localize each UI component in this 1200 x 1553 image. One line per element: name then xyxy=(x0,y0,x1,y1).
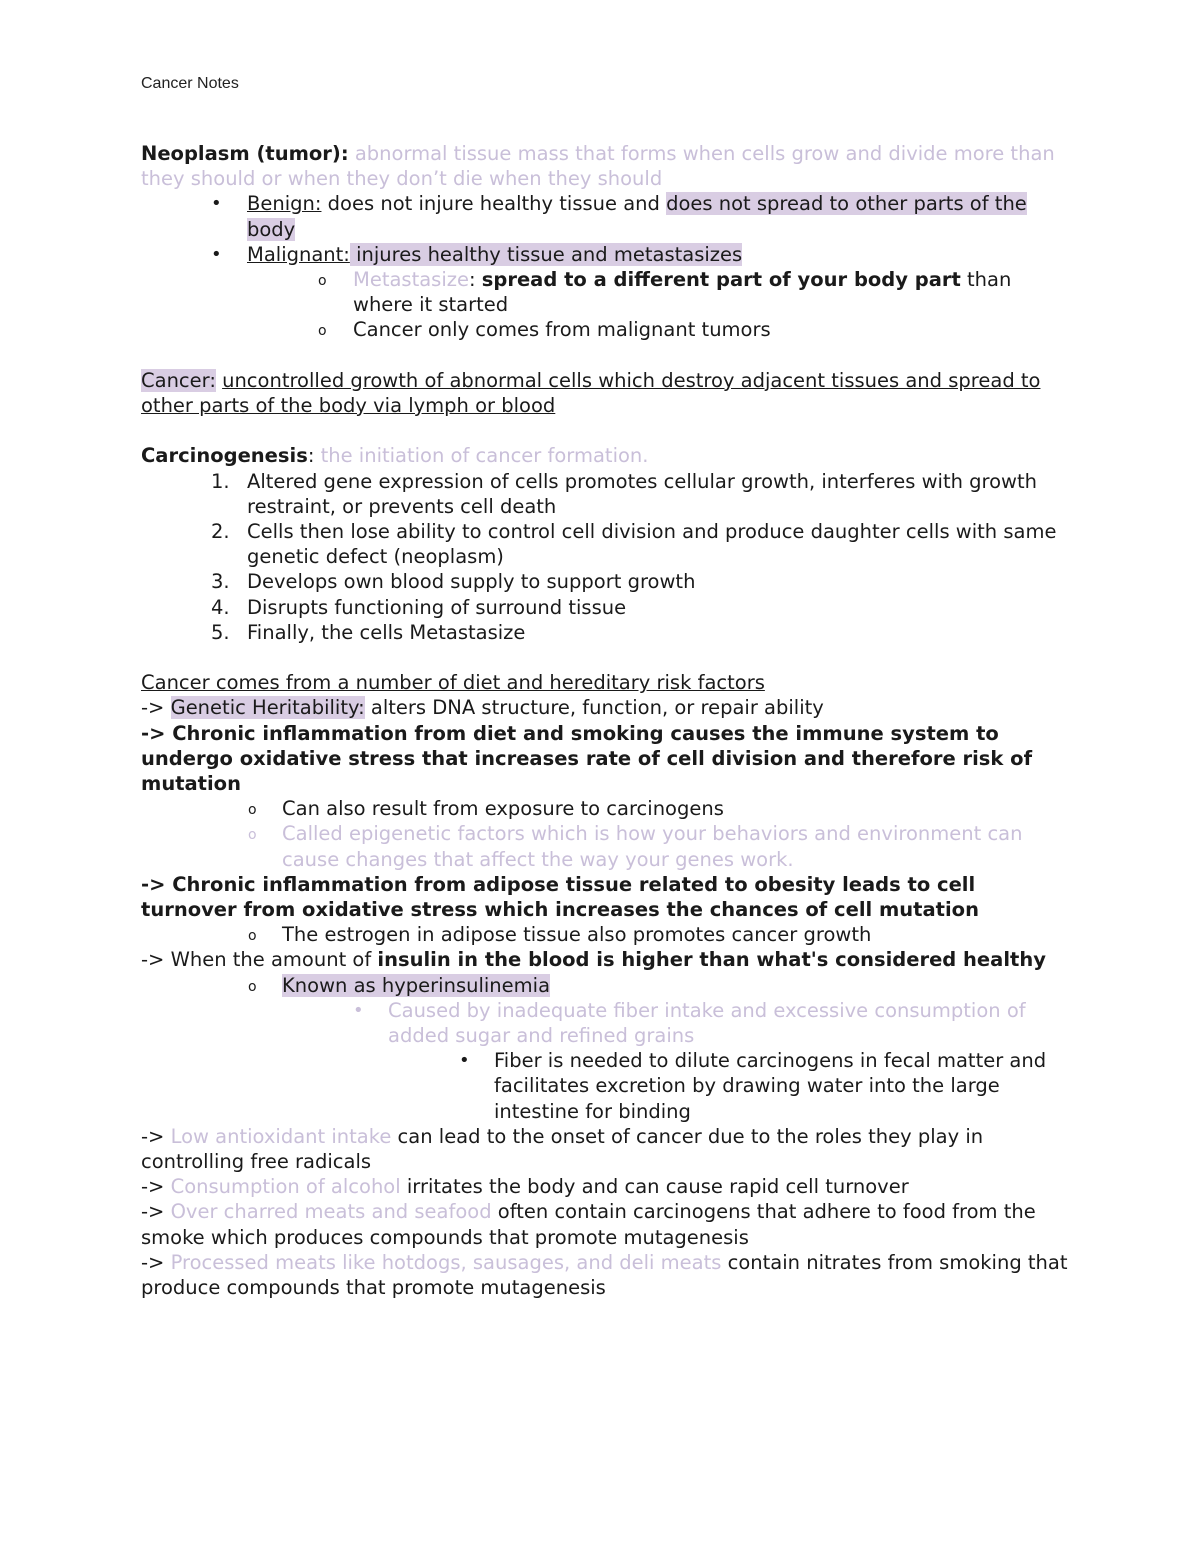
cancer-term: Cancer: xyxy=(141,368,216,392)
carcinogenesis-steps xyxy=(141,469,1071,645)
alcohol-item: -> Consumption of alcohol irritates the body and can cause rapid cell turnover xyxy=(141,1175,909,1199)
insulin-item: -> When the amount of insulin in the blood is higher than what's considered healthy xyxy=(141,948,1046,972)
cancer-text: uncontrolled growth of abnormal cells which destroy adjacent tissues and spread to other parts of the body via lymph or blood xyxy=(141,368,1041,418)
processed-item: -> Processed meats like hotdogs, sausages, and deli meats contain nitrates from smoking that produce compounds that promote mutagenesis xyxy=(141,1250,1068,1300)
only-malignant-item: o Cancer only comes from malignant tumors xyxy=(141,317,1071,342)
charred-item: -> Over charred meats and seafood often contain carcinogens that adhere to food from the smoke which produces compounds that promote mutagenesis xyxy=(141,1200,1036,1249)
neoplasm-text: abnormal tissue mass that forms when cells grow and divide more than they should or when they don’t die when they should xyxy=(141,142,1055,191)
page-header: Cancer Notes xyxy=(141,75,239,92)
carcinogenesis-definition: Carcinogenesis: the initiation of cancer formation. xyxy=(141,444,649,468)
neoplasm-term: Neoplasm (tumor): xyxy=(141,142,349,165)
metastasize-item: o Metastasize: spread to a different part of your body part than where it started xyxy=(141,267,1071,317)
carcinogen-exposure-item: o Can also result from exposure to carcinogens xyxy=(141,796,1071,821)
benign-item: • Benign: does not injure healthy tissue and does not spread to other parts of the body xyxy=(141,191,1071,241)
neoplasm-types-list xyxy=(141,191,1071,342)
list-item: 1. Altered gene expression of cells promotes cellular growth, interferes with growth restraint, or prevents cell death xyxy=(141,469,1071,519)
risk-heading: Cancer comes from a number of diet and hereditary risk factors xyxy=(141,671,765,695)
fiber-role-item: • Fiber is needed to dilute carcinogens in fecal matter and facilitates excretion by drawing water into the large intestine for binding xyxy=(141,1048,1071,1124)
list-item: 2. Cells then lose ability to control cell division and produce daughter cells with same genetic defect (neoplasm) xyxy=(141,519,1071,569)
list-item: 4. Disrupts functioning of surround tissue xyxy=(141,595,1071,620)
genetic-item: -> Genetic Heritability: alters DNA structure, function, or repair ability xyxy=(141,696,824,720)
inflammation-adipose-item: -> Chronic inflammation from adipose tissue related to obesity leads to cell turnover from oxidative stress which increases the chances of cell mutation xyxy=(141,872,979,922)
antioxidant-item: -> Low antioxidant intake can lead to the onset of cancer due to the roles they play in controlling free radicals xyxy=(141,1124,984,1174)
fiber-cause-item: • Caused by inadequate fiber intake and excessive consumption of added sugar and refined grains xyxy=(141,998,1071,1048)
list-item: 3. Develops own blood supply to support growth xyxy=(141,569,1071,594)
cancer-definition xyxy=(141,368,1071,418)
notes-body xyxy=(141,141,1071,1300)
malignant-item: • Malignant: injures healthy tissue and metastasizes xyxy=(141,242,1071,267)
hyperinsulinemia-item: o Known as hyperinsulinemia xyxy=(141,973,1071,998)
neoplasm-definition xyxy=(141,141,1071,191)
estrogen-item: o The estrogen in adipose tissue also promotes cancer growth xyxy=(141,922,1071,947)
list-item: 5. Finally, the cells Metastasize xyxy=(141,620,1071,645)
inflammation-diet-item: -> Chronic inflammation from diet and smoking causes the immune system to undergo oxidative stress that increases rate of cell division and therefore risk of mutation xyxy=(141,721,1033,796)
epigenetic-item: o Called epigenetic factors which is how your behaviors and environment can cause changes that affect the way your genes work. xyxy=(141,821,1071,871)
